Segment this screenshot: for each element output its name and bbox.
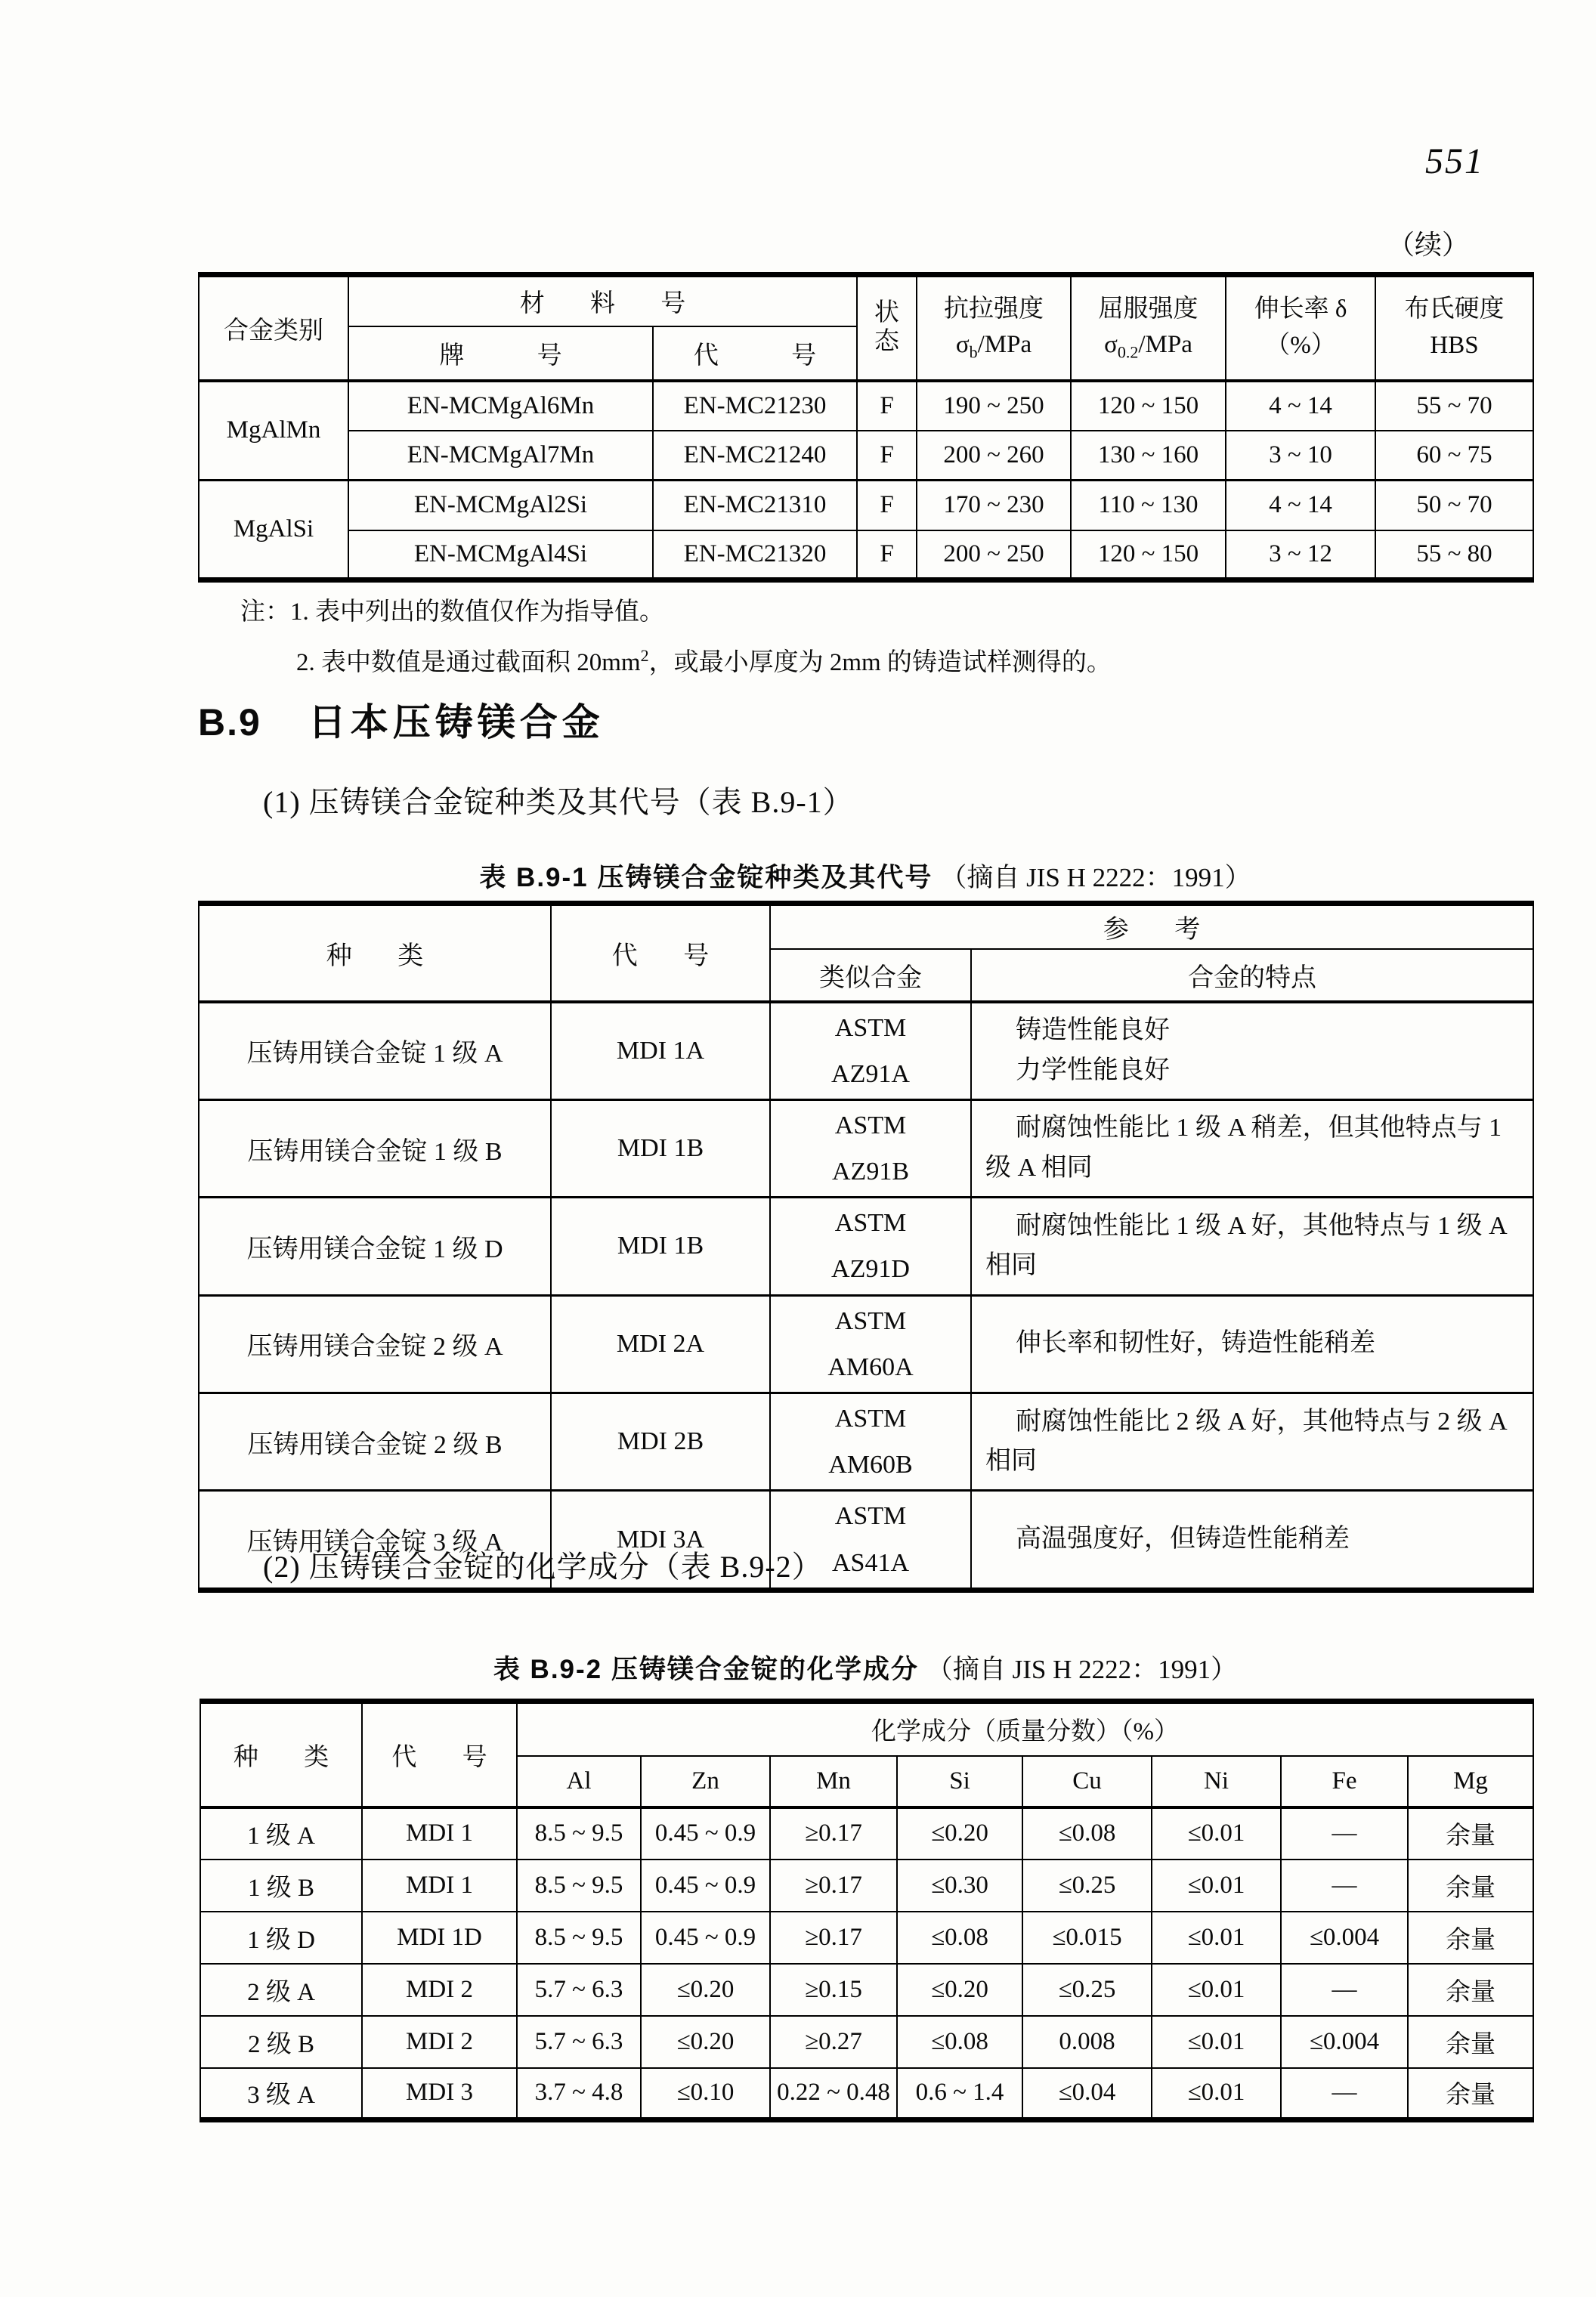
t2-type-cell: 压铸用镁合金锭 1 级 D (199, 1198, 551, 1295)
section-heading (198, 692, 605, 747)
t1-header-code: 代 号 (653, 326, 857, 381)
t2-features-cell (971, 1002, 1533, 1100)
feature-line: 耐腐蚀性能比 1 级 A 好，其他特点与 1 级 A 相同 (985, 1211, 1506, 1280)
t3-value-cell: 0.6 ~ 1.4 (897, 2068, 1022, 2120)
t1-header-row-1 (199, 275, 1533, 326)
feature-line: 铸造性能良好 (1016, 1016, 1170, 1044)
t1-elongation-cell: 3 ~ 12 (1226, 530, 1375, 580)
t1-header-tensile-symbol (920, 327, 1067, 364)
t3-header-element-ni: Ni (1152, 1756, 1281, 1807)
t3-header-element-zn: Zn (641, 1756, 770, 1807)
t2-type-cell: 压铸用镁合金锭 1 级 A (199, 1002, 551, 1100)
sigma-subscript: 0.2 (1117, 343, 1139, 363)
t3-value-cell: 8.5 ~ 9.5 (517, 1860, 641, 1912)
table-b92-caption (198, 1649, 1533, 1686)
t3-type-cell: 2 级 A (200, 1964, 362, 2016)
t1-header-state-char1: 状 (874, 299, 899, 327)
t1-state-cell: F (857, 481, 917, 530)
table-row (200, 1912, 1533, 1964)
t1-state-cell: F (857, 530, 917, 580)
t1-header-hardness (1375, 275, 1533, 381)
t1-header-elongation (1226, 275, 1375, 381)
feature-line: 力学性能良好 (1016, 1056, 1170, 1084)
t3-value-cell: 0.22 ~ 0.48 (770, 2068, 897, 2120)
similar-alloy-grade: AM60A (827, 1353, 914, 1381)
t1-header-yield (1071, 275, 1226, 381)
t1-yield-cell: 120 ~ 150 (1071, 381, 1226, 431)
t3-value-cell: ≤0.015 (1022, 1912, 1152, 1964)
t2-features-cell (971, 1491, 1533, 1590)
table-b92-caption-source: （摘自 JIS H 2222：1991） (926, 1655, 1238, 1684)
t2-code-cell: MDI 2A (551, 1295, 770, 1393)
similar-alloy-standard: ASTM (834, 1306, 907, 1335)
t2-header-similar: 类似合金 (770, 949, 971, 1002)
continued-marker: （续） (1387, 230, 1469, 260)
similar-alloy-grade: AS41A (831, 1548, 910, 1577)
table-row (199, 381, 1533, 431)
t3-value-cell: ≤0.01 (1152, 2068, 1281, 2120)
similar-alloy-standard: ASTM (834, 1209, 907, 1238)
t3-value-cell: ≥0.17 (770, 1912, 897, 1964)
t3-value-cell: 0.45 ~ 0.9 (641, 1912, 770, 1964)
t3-value-cell: 余量 (1408, 1860, 1533, 1912)
feature-line: 高温强度好，但铸造性能稍差 (1016, 1525, 1350, 1553)
t3-code-cell: MDI 2 (362, 2016, 517, 2068)
t1-header-state-char2: 态 (874, 328, 899, 356)
t3-header-code: 代 号 (362, 1702, 517, 1807)
note-2-text: 2. 表中数值是通过截面积 20mm (296, 648, 641, 676)
t3-value-cell: ≤0.25 (1022, 1860, 1152, 1912)
chemical-composition-table (200, 1699, 1534, 2122)
t2-code-cell: MDI 1B (551, 1099, 770, 1197)
t3-code-cell: MDI 1 (362, 1860, 517, 1912)
section-title: 日本压铸镁合金 (308, 701, 605, 744)
t3-value-cell: — (1281, 2068, 1408, 2120)
t3-value-cell: 8.5 ~ 9.5 (517, 1807, 641, 1860)
t3-value-cell: ≤0.20 (897, 1964, 1022, 2016)
t3-value-cell: — (1281, 1807, 1408, 1860)
t2-similar-cell (770, 1393, 971, 1491)
t1-designation-cell: EN-MCMgAl4Si (348, 530, 653, 580)
t2-header-reference: 参 考 (770, 904, 1533, 949)
t3-type-cell: 1 级 B (200, 1860, 362, 1912)
similar-alloy-standard: ASTM (834, 1405, 907, 1433)
table-row (199, 431, 1533, 481)
t3-value-cell: 0.45 ~ 0.9 (641, 1860, 770, 1912)
t3-value-cell: ≤0.004 (1281, 2016, 1408, 2068)
t2-type-cell: 压铸用镁合金锭 2 级 A (199, 1295, 551, 1393)
t3-header-element-al: Al (517, 1756, 641, 1807)
t3-value-cell: ≤0.20 (641, 1964, 770, 2016)
table-row (199, 481, 1533, 530)
table-row (200, 1807, 1533, 1860)
table-row (199, 1295, 1533, 1393)
similar-alloy-grade: AZ91D (831, 1255, 910, 1284)
t3-value-cell: ≤0.08 (1022, 1807, 1152, 1860)
t2-similar-cell (770, 1002, 971, 1100)
t3-value-cell: 余量 (1408, 2016, 1533, 2068)
t1-code-cell: EN-MC21320 (653, 530, 857, 580)
similar-alloy-standard: ASTM (834, 1502, 907, 1531)
ingot-types-table (198, 901, 1534, 1593)
note-2 (296, 645, 1112, 680)
note-2-superscript: 2 (640, 645, 649, 665)
subsection-2-heading: (2) 压铸镁合金锭的化学成分（表 B.9-2） (263, 1550, 823, 1584)
t1-tensile-cell: 170 ~ 230 (917, 481, 1071, 530)
t3-type-cell: 1 级 A (200, 1807, 362, 1860)
t2-features-cell (971, 1099, 1533, 1197)
t3-value-cell: ≤0.08 (897, 1912, 1022, 1964)
t3-value-cell: ≤0.08 (897, 2016, 1022, 2068)
t3-value-cell: — (1281, 1964, 1408, 2016)
similar-alloy-grade: AZ91A (831, 1059, 910, 1088)
t3-header-element-fe: Fe (1281, 1756, 1408, 1807)
t2-similar-cell (770, 1198, 971, 1295)
t2-similar-cell (770, 1295, 971, 1393)
t3-value-cell: 0.008 (1022, 2016, 1152, 2068)
t2-header-type: 种 类 (199, 904, 551, 1002)
t3-type-cell: 1 级 D (200, 1912, 362, 1964)
similar-alloy-standard: ASTM (834, 1111, 907, 1139)
t3-value-cell: ≤0.01 (1152, 1860, 1281, 1912)
t1-header-material-no: 材 料 号 (348, 275, 857, 326)
table-row (200, 2068, 1533, 2120)
t2-features-cell (971, 1295, 1533, 1393)
t2-type-cell: 压铸用镁合金锭 2 级 B (199, 1393, 551, 1491)
t3-value-cell: ≤0.004 (1281, 1912, 1408, 1964)
t3-value-cell: ≤0.20 (897, 1807, 1022, 1860)
t2-header-features: 合金的特点 (971, 949, 1533, 1002)
t1-header-tensile-label: 抗拉强度 (944, 295, 1044, 323)
table-row (199, 1002, 1533, 1100)
table-row (200, 1860, 1533, 1912)
t1-hbs-cell: 55 ~ 70 (1375, 381, 1533, 431)
t1-hbs-cell: 60 ~ 75 (1375, 431, 1533, 481)
page-number: 551 (1425, 141, 1484, 181)
t1-elongation-cell: 4 ~ 14 (1226, 481, 1375, 530)
table-row (199, 1393, 1533, 1491)
t3-header-element-mg: Mg (1408, 1756, 1533, 1807)
t1-header-alloy-category: 合金类别 (199, 275, 348, 381)
t3-header-element-mn: Mn (770, 1756, 897, 1807)
t1-designation-cell: EN-MCMgAl6Mn (348, 381, 653, 431)
t3-value-cell: ≤0.01 (1152, 2016, 1281, 2068)
t3-value-cell: ≤0.04 (1022, 2068, 1152, 2120)
t1-tensile-cell: 190 ~ 250 (917, 381, 1071, 431)
t3-value-cell: 余量 (1408, 2068, 1533, 2120)
t3-value-cell: ≤0.01 (1152, 1964, 1281, 2016)
t1-hbs-cell: 50 ~ 70 (1375, 481, 1533, 530)
t3-value-cell: 3.7 ~ 4.8 (517, 2068, 641, 2120)
t3-value-cell: 余量 (1408, 1964, 1533, 2016)
t3-code-cell: MDI 2 (362, 1964, 517, 2016)
t3-value-cell: 5.7 ~ 6.3 (517, 2016, 641, 2068)
t1-yield-cell: 110 ~ 130 (1071, 481, 1226, 530)
t3-value-cell: — (1281, 1860, 1408, 1912)
t3-type-cell: 3 级 A (200, 2068, 362, 2120)
t1-yield-cell: 120 ~ 150 (1071, 530, 1226, 580)
t1-tensile-cell: 200 ~ 260 (917, 431, 1071, 481)
t3-code-cell: MDI 1 (362, 1807, 517, 1860)
table-row (199, 1198, 1533, 1295)
t1-designation-cell: EN-MCMgAl2Si (348, 481, 653, 530)
similar-alloy-grade: AZ91B (832, 1158, 909, 1186)
t2-features-cell (971, 1393, 1533, 1491)
unit-label: /MPa (977, 331, 1032, 359)
t3-value-cell: ≤0.10 (641, 2068, 770, 2120)
t3-code-cell: MDI 3 (362, 2068, 517, 2120)
t1-tensile-cell: 200 ~ 250 (917, 530, 1071, 580)
t1-header-hardness-label: 布氏硬度 (1404, 295, 1505, 323)
t3-value-cell: 8.5 ~ 9.5 (517, 1912, 641, 1964)
t1-state-cell: F (857, 431, 917, 481)
t3-header-composition: 化学成分（质量分数）（%） (517, 1702, 1533, 1756)
t1-designation-cell: EN-MCMgAl7Mn (348, 431, 653, 481)
t3-header-row-1 (200, 1702, 1533, 1756)
t1-yield-cell: 130 ~ 160 (1071, 431, 1226, 481)
t1-code-cell: EN-MC21310 (653, 481, 857, 530)
table-row (200, 2016, 1533, 2068)
t3-value-cell: ≤0.30 (897, 1860, 1022, 1912)
t1-header-yield-symbol (1075, 327, 1222, 364)
alloy-properties-table (198, 272, 1534, 583)
table-row (199, 1099, 1533, 1197)
subsection-1-heading: (1) 压铸镁合金锭种类及其代号（表 B.9-1） (263, 785, 854, 819)
t1-state-cell: F (857, 381, 917, 431)
t3-type-cell: 2 级 B (200, 2016, 362, 2068)
t2-code-cell: MDI 1B (551, 1198, 770, 1295)
sigma-symbol: σ (955, 331, 970, 359)
t2-header-row-1 (199, 904, 1533, 949)
table-b91-caption-source: （摘自 JIS H 2222：1991） (940, 863, 1251, 892)
t1-header-hardness-unit: HBS (1430, 332, 1479, 360)
feature-line: 耐腐蚀性能比 2 级 A 好，其他特点与 2 级 A 相同 (985, 1407, 1506, 1476)
table-b91-caption (198, 857, 1533, 895)
t1-header-elongation-label: 伸长率 δ (1254, 295, 1347, 323)
t3-value-cell: ≤0.01 (1152, 1807, 1281, 1860)
t1-category-cell: MgAlSi (199, 481, 348, 580)
t2-type-cell: 压铸用镁合金锭 1 级 B (199, 1099, 551, 1197)
t3-value-cell: ≤0.20 (641, 2016, 770, 2068)
t3-value-cell: 5.7 ~ 6.3 (517, 1964, 641, 2016)
t3-value-cell: ≤0.01 (1152, 1912, 1281, 1964)
t3-header-element-si: Si (897, 1756, 1022, 1807)
t1-category-cell: MgAlMn (199, 381, 348, 481)
t1-header-elongation-unit: （%） (1265, 332, 1336, 360)
sigma-symbol: σ (1104, 331, 1118, 359)
feature-line: 伸长率和韧性好，铸造性能稍差 (1016, 1329, 1375, 1358)
t1-elongation-cell: 4 ~ 14 (1226, 381, 1375, 431)
section-id: B.9 (198, 701, 261, 744)
t3-value-cell: ≥0.17 (770, 1807, 897, 1860)
t1-header-state (857, 275, 917, 381)
t3-value-cell: ≥0.17 (770, 1860, 897, 1912)
t2-code-cell: MDI 2B (551, 1393, 770, 1491)
t1-code-cell: EN-MC21230 (653, 381, 857, 431)
table-b91-caption-title: 表 B.9-1 压铸镁合金锭种类及其代号 (479, 863, 933, 892)
table-row (199, 530, 1533, 580)
t2-code-cell: MDI 3A (551, 1491, 770, 1590)
t3-value-cell: 余量 (1408, 1807, 1533, 1860)
similar-alloy-grade: AM60B (828, 1451, 913, 1479)
t3-value-cell: ≥0.15 (770, 1964, 897, 2016)
similar-alloy-standard: ASTM (834, 1013, 907, 1042)
t3-value-cell: 0.45 ~ 0.9 (641, 1807, 770, 1860)
feature-line: 耐腐蚀性能比 1 级 A 稍差，但其他特点与 1 级 A 相同 (985, 1114, 1502, 1183)
t3-value-cell: ≤0.25 (1022, 1964, 1152, 2016)
t1-code-cell: EN-MC21240 (653, 431, 857, 481)
t1-hbs-cell: 55 ~ 80 (1375, 530, 1533, 580)
t2-features-cell (971, 1198, 1533, 1295)
table-notes (240, 595, 1112, 679)
sigma-subscript: b (969, 343, 978, 363)
t2-code-cell: MDI 1A (551, 1002, 770, 1100)
t1-header-tensile (917, 275, 1071, 381)
t3-header-type: 种 类 (200, 1702, 362, 1807)
t3-code-cell: MDI 1D (362, 1912, 517, 1964)
t3-header-element-cu: Cu (1022, 1756, 1152, 1807)
note-1: 注：1. 表中列出的数值仅作为指导值。 (240, 598, 664, 626)
t2-header-code: 代 号 (551, 904, 770, 1002)
t2-similar-cell (770, 1099, 971, 1197)
table-b92-caption-title: 表 B.9-2 压铸镁合金锭的化学成分 (493, 1655, 919, 1684)
t1-header-designation: 牌 号 (348, 326, 653, 381)
unit-label: /MPa (1138, 331, 1192, 359)
t1-elongation-cell: 3 ~ 10 (1226, 431, 1375, 481)
table-row (200, 1964, 1533, 2016)
t3-value-cell: 余量 (1408, 1912, 1533, 1964)
t2-type-cell: 压铸用镁合金锭 3 级 A (199, 1491, 551, 1590)
note-2-text: ，或最小厚度为 2mm 的铸造试样测得的。 (648, 648, 1112, 676)
t1-header-yield-label: 屈服强度 (1098, 295, 1199, 323)
t3-value-cell: ≥0.27 (770, 2016, 897, 2068)
